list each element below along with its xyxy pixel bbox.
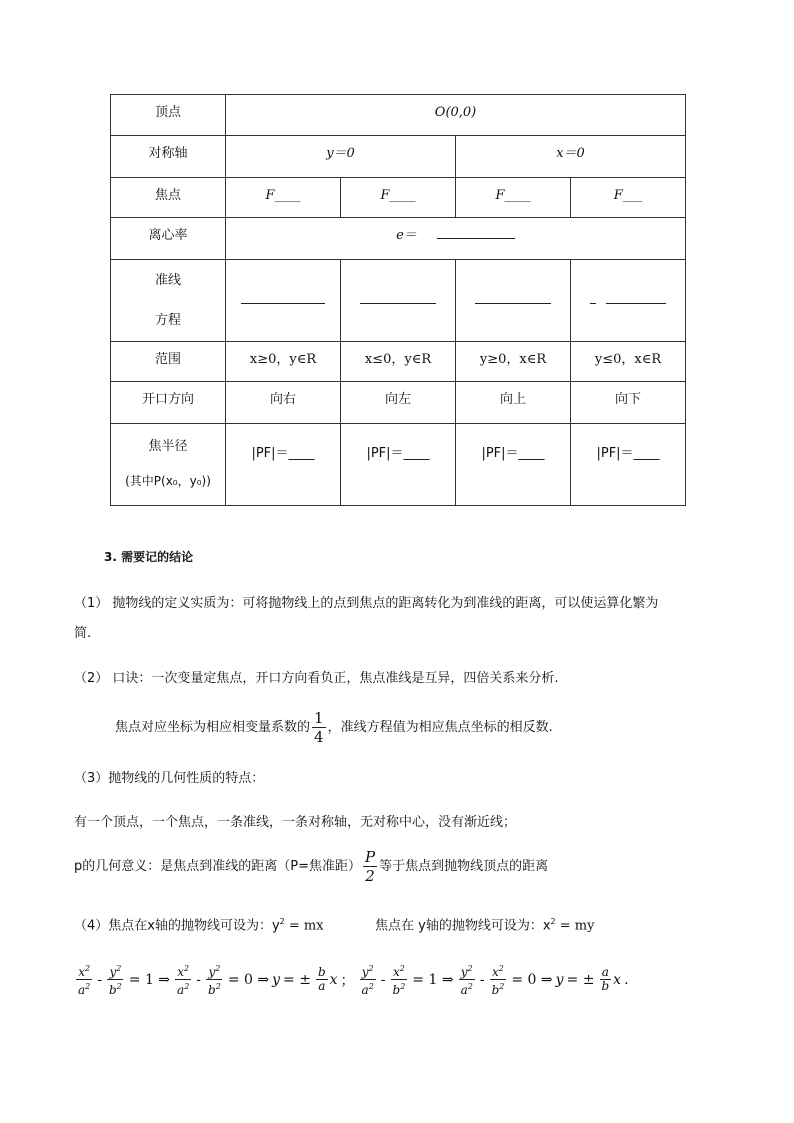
focus-cell: F____	[226, 178, 341, 218]
item-3-title: （3）抛物线的几何性质的特点：	[74, 771, 265, 786]
item-2-sub: 焦点对应坐标为相应相变量系数的 $\frac{1}{4}$ ，准线方程值为相应焦点坐标的相反数.	[115, 709, 553, 746]
item-1-line-2: 简.	[74, 626, 92, 641]
opening-cell: 向下	[571, 382, 686, 424]
range-cell: x≥0，y∈R	[226, 342, 341, 382]
eccentricity-value: e＝	[226, 218, 686, 260]
item-4-y-axis: 焦点在 y轴的抛物线可设为：$x^2$ = my	[375, 917, 595, 934]
axis-value-y: x＝0	[456, 136, 686, 178]
directrix-cell	[341, 260, 456, 342]
vertex-label: 顶点	[111, 95, 226, 136]
range-cell: y≤0，x∈R	[571, 342, 686, 382]
directrix-cell	[226, 260, 341, 342]
blank-line	[437, 238, 515, 239]
vertex-value: O(0,0)	[226, 95, 686, 136]
focus-cell: F____	[341, 178, 456, 218]
focal-radius-cell: |PF|＝____	[571, 424, 686, 506]
focal-radius-cell: |PF|＝____	[341, 424, 456, 506]
item-3-line-1: 有一个顶点，一个焦点，一条准线，一条对称轴，无对称中心，没有渐近线；	[74, 815, 517, 830]
directrix-cell	[456, 260, 571, 342]
section-title: 3. 需要记的结论	[104, 550, 194, 564]
range-cell: x≤0，y∈R	[341, 342, 456, 382]
directrix-label: 准线 方程	[111, 260, 226, 342]
fraction-p-over-2: $\frac{P}{2}$	[364, 848, 376, 885]
opening-label: 开口方向	[111, 382, 226, 424]
focus-label: 焦点	[111, 178, 226, 218]
directrix-cell	[571, 260, 686, 342]
focus-cell: F___	[571, 178, 686, 218]
asymptote-formula: $\frac{x^2}{a^2}$ - $\frac{y^2}{b^2}$ = 1 ⇒ $\frac{x^2}{a^2}$ - $\frac{y^2}{b^2}$ = 0 ⇒ y = ± $\frac{b}{a}$ x ； $\frac{y^2}{a^2}$ - $\frac{x^2}{b^2}$ = 1 ⇒ $\frac{y^2}{a^2}$ - $\frac{x^2}{b^2}$ = 0 ⇒ y = ± $\frac{a}{b}$ x .	[78, 964, 629, 997]
opening-cell: 向上	[456, 382, 571, 424]
range-cell: y≥0，x∈R	[456, 342, 571, 382]
opening-cell: 向右	[226, 382, 341, 424]
focal-radius-cell: |PF|＝____	[226, 424, 341, 506]
focal-radius-cell: |PF|＝____	[456, 424, 571, 506]
item-3-line-2: p的几何意义：是焦点到准线的距离（P=焦准距） $\frac{P}{2}$ 等于焦点到抛物线顶点的距离	[74, 848, 549, 885]
axis-value-x: y＝0	[226, 136, 456, 178]
axis-label: 对称轴	[111, 136, 226, 178]
focal-radius-label: 焦半径 (其中P(x₀，y₀))	[111, 424, 226, 506]
fraction-one-quarter: $\frac{1}{4}$	[314, 709, 324, 746]
parabola-properties-table	[110, 94, 686, 506]
focus-cell: F____	[456, 178, 571, 218]
item-2: （2） 口诀：一次变量定焦点，开口方向看负正，焦点准线是互异，四倍关系来分析.	[74, 671, 559, 686]
item-4-x-axis: （4）焦点在x轴的抛物线可设为：$y^2$ = mx	[74, 917, 324, 934]
opening-cell: 向左	[341, 382, 456, 424]
range-label: 范围	[111, 342, 226, 382]
item-1-line-1: （1） 抛物线的定义实质为：可将抛物线上的点到焦点的距离转化为到准线的距离，可以使运算化繁为	[74, 596, 659, 611]
eccentricity-label: 离心率	[111, 218, 226, 260]
